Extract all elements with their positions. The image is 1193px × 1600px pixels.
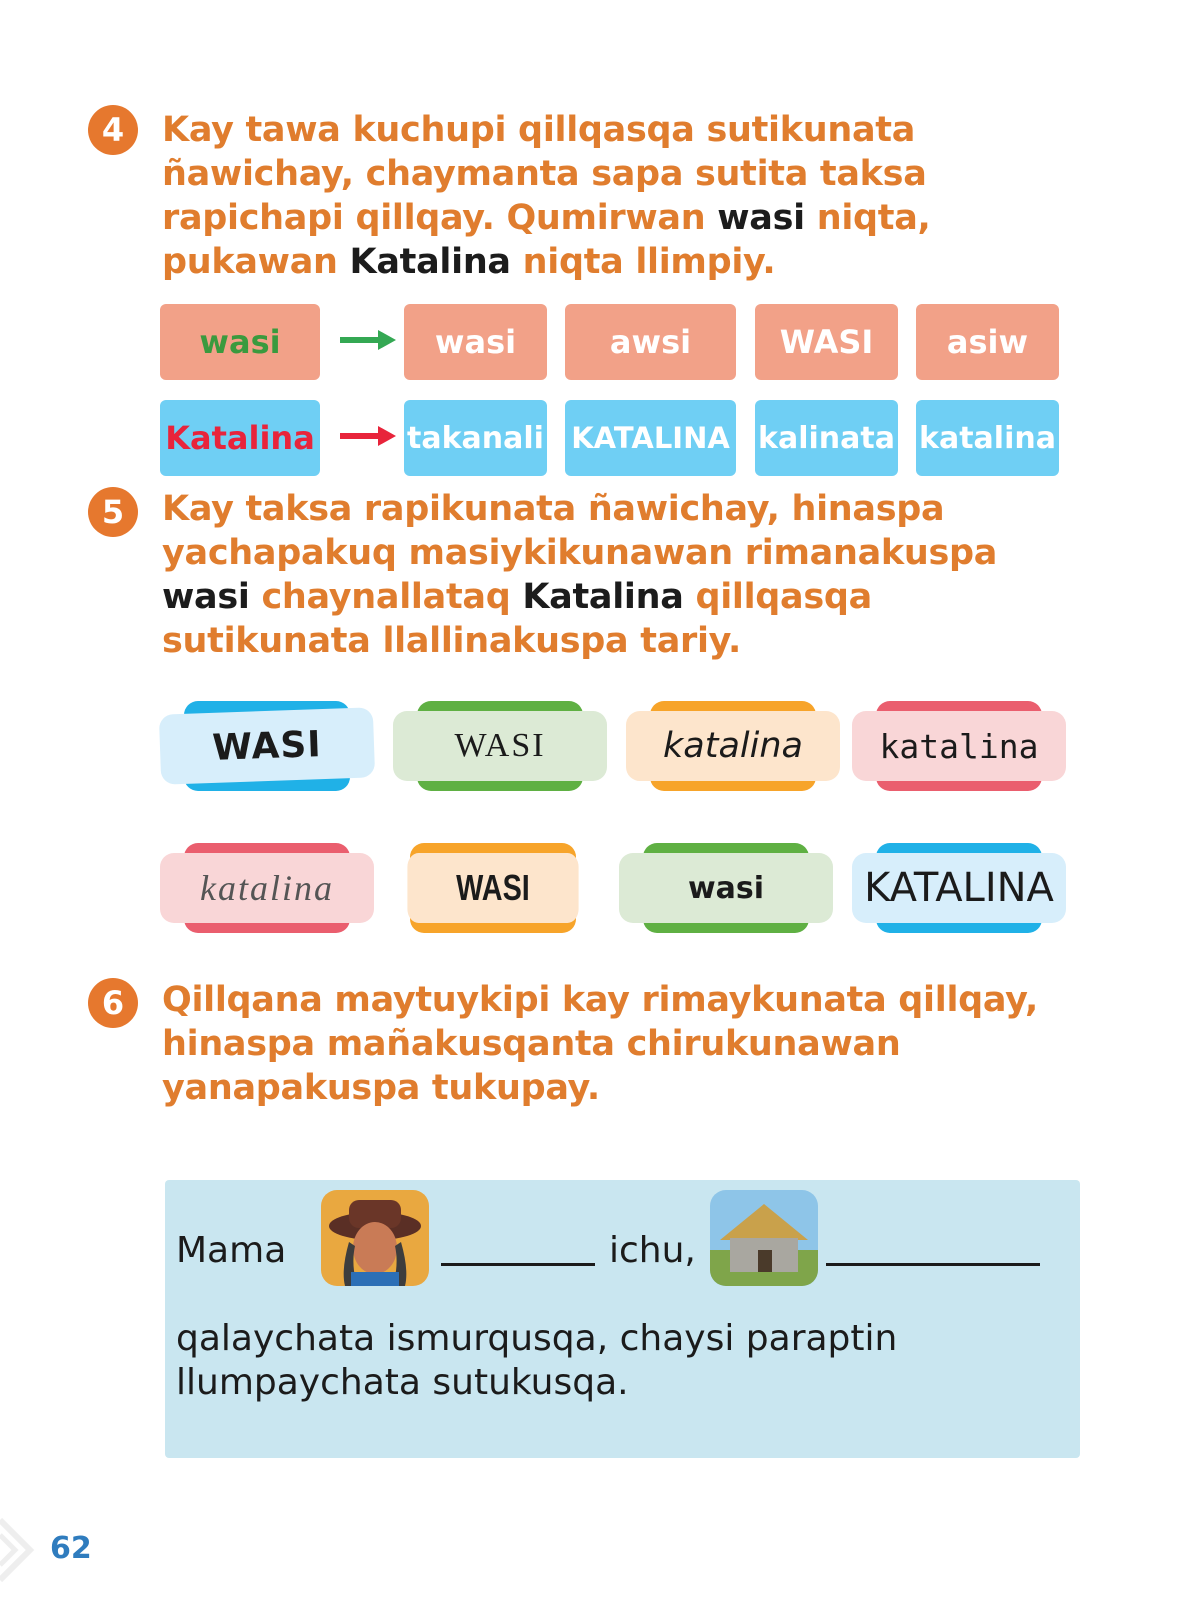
q5-keyword-wasi: wasi: [162, 577, 250, 617]
question-4-number: 4: [88, 105, 138, 155]
option-word[interactable]: takanali: [404, 400, 547, 476]
source-word-wasi: wasi: [160, 304, 320, 380]
word-card[interactable]: [852, 701, 1066, 791]
sentence-word-ichu: ichu,: [609, 1230, 696, 1271]
q5-text-part2: chaynallataq: [249, 577, 523, 617]
q4-text-part3: niqta llimpiy.: [510, 242, 776, 282]
option-word[interactable]: awsi: [565, 304, 736, 380]
word-card-label: katalina: [160, 853, 374, 923]
option-word[interactable]: katalina: [916, 400, 1059, 476]
option-word[interactable]: kalinata: [755, 400, 898, 476]
answer-blank-2[interactable]: [826, 1263, 1040, 1266]
q4-text-part1: Kay tawa kuchupi qillqasqa sutikunata ñawichay, chaymanta sapa sutita taksa rapichapi qillqay. Qumirwan: [162, 110, 927, 238]
question-6-instructions: Qillqana maytuykipi kay rimaykunata qillqay, hinaspa mañakusqanta chirukunawan yanapakuspa tukupay.: [162, 980, 1038, 1108]
thatched-house-image: [710, 1190, 818, 1286]
elderly-woman-image: [321, 1190, 429, 1286]
question-5-instructions: [162, 487, 1092, 663]
sentence-word-mama: Mama: [176, 1230, 287, 1271]
green-arrow-icon: [340, 328, 396, 352]
corner-ornament-icon: [0, 1500, 48, 1600]
option-word[interactable]: asiw: [916, 304, 1059, 380]
source-word-katalina: Katalina: [160, 400, 320, 476]
question-6-number: 6: [88, 978, 138, 1028]
word-card[interactable]: [626, 701, 840, 791]
sentence-line-2: qalaychata ismurqusqa, chaysi paraptin: [176, 1318, 898, 1359]
q5-keyword-katalina: Katalina: [522, 577, 684, 617]
q5-text-part1: Kay taksa rapikunata ñawichay, hinaspa yachapakuq masiykikunawan rimanakuspa: [162, 489, 998, 573]
word-card-label: WASI: [159, 707, 375, 784]
word-card-label: wasi: [619, 853, 833, 923]
question-4-instructions: [162, 108, 1092, 284]
word-card-label: WASI: [407, 853, 578, 923]
word-card[interactable]: [852, 843, 1066, 933]
word-card-label: KATALINA: [852, 853, 1066, 923]
word-card[interactable]: [619, 843, 833, 933]
word-card-label: katalina: [852, 711, 1066, 781]
option-word[interactable]: KATALINA: [565, 400, 736, 476]
option-word[interactable]: wasi: [404, 304, 547, 380]
question-5-number: 5: [88, 487, 138, 537]
answer-blank-1[interactable]: [441, 1263, 595, 1266]
word-card-label: WASI: [393, 711, 607, 781]
q5-text-part3: qillqasqa sutikunata llallinakuspa tariy.: [162, 577, 872, 661]
red-arrow-icon: [340, 424, 396, 448]
q4-keyword-katalina: Katalina: [349, 242, 511, 282]
page-number: 62: [50, 1531, 92, 1566]
word-card[interactable]: [393, 701, 607, 791]
q4-keyword-wasi: wasi: [717, 198, 805, 238]
word-card[interactable]: [386, 843, 600, 933]
word-card[interactable]: [160, 843, 374, 933]
word-card-label: katalina: [626, 711, 840, 781]
q4-text-part2: niqta, pukawan: [162, 198, 931, 282]
sentence-line-3: llumpaychata sutukusqa.: [176, 1362, 629, 1403]
option-word[interactable]: WASI: [755, 304, 898, 380]
word-card[interactable]: [160, 701, 374, 791]
